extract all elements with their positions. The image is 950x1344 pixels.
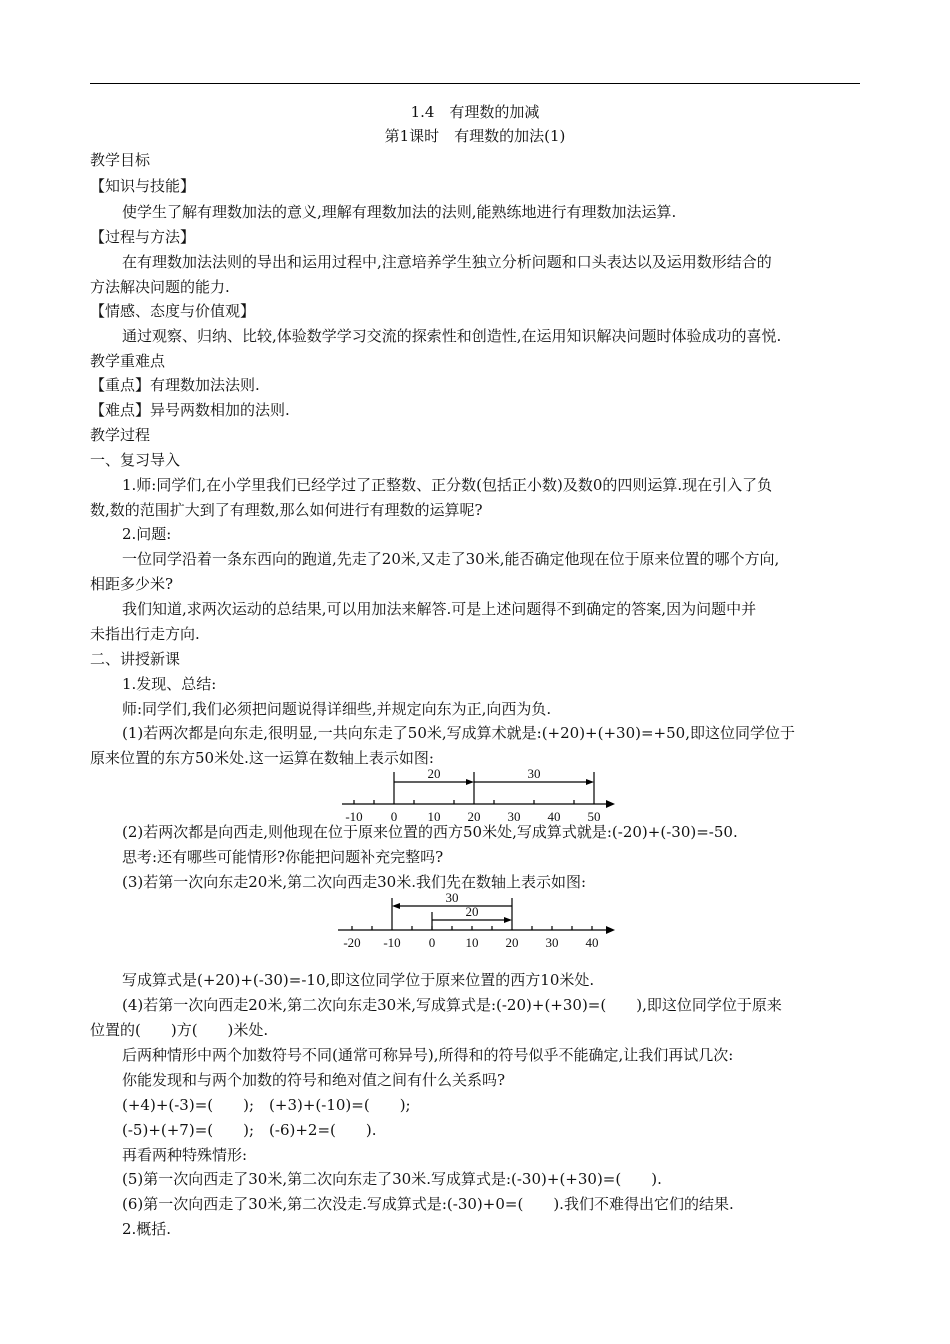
paragraph-line: 后两种情形中两个加数符号不同(通常可称异号),所得和的符号似乎不能确定,让我们再试几次:	[122, 1046, 734, 1064]
paragraph-line: 未指出行走方向.	[90, 625, 200, 643]
tick-label: -10	[383, 935, 401, 950]
paragraph-line: 原来位置的东方50米处.这一运算在数轴上表示如图:	[90, 749, 434, 767]
number-line-figure-1	[330, 764, 620, 824]
arrow-label: 30	[527, 766, 541, 781]
paragraph-line: (2)若两次都是向西走,则他现在位于原来位置的西方50米处,写成算式就是:(-20)+(-30)=-50.	[122, 823, 738, 841]
section-heading: 教学重难点	[90, 352, 166, 370]
paragraph-line: 1.师:同学们,在小学里我们已经学过了正整数、正分数(包括正小数)及数0的四则运算.现在引入了负	[122, 476, 773, 494]
arrow-head	[586, 779, 594, 785]
number-line-figure-2	[330, 890, 620, 950]
paragraph-line: 通过观察、归纳、比较,体验数学学习交流的探索性和创造性,在运用知识解决问题时体验成功的喜悦.	[122, 327, 782, 345]
paragraph-line: 我们知道,求两次运动的总结果,可以用加法来解答.可是上述问题得不到确定的答案,因为问题中并	[122, 600, 757, 618]
tick-label: 10	[427, 809, 441, 824]
arrow-label: 30	[445, 890, 459, 905]
paragraph-line: 写成算式是(+20)+(-30)=-10,即这位同学位于原来位置的西方10米处.	[122, 971, 595, 989]
arrow-head	[392, 903, 400, 909]
doc-subtitle: 第1课时 有理数的加法(1)	[384, 127, 566, 145]
exercise-line: (+4)+(-3)=( ); (+3)+(-10)=( );	[122, 1096, 411, 1114]
tick-label: 30	[507, 809, 521, 824]
tick-label: 40	[585, 935, 599, 950]
paragraph-line: 1.发现、总结:	[122, 675, 217, 693]
arrow-label: 20	[465, 904, 479, 919]
sub-heading: 【过程与方法】	[90, 228, 196, 246]
arrow-label: 20	[427, 766, 441, 781]
paragraph-line: (1)若两次都是向东走,很明显,一共向东走了50米,写成算术就是:(+20)+(+30)=+50,即这位同学位于	[122, 724, 795, 742]
paragraph-line: 位置的( )方( )米处.	[90, 1021, 269, 1039]
paragraph-line: (5)第一次向西走了30米,第二次向东走了30米.写成算式是:(-30)+(+30)=( ).	[122, 1170, 662, 1188]
exercise-line: (-5)+(+7)=( ); (-6)+2=( ).	[122, 1121, 377, 1139]
section-heading: 教学目标	[90, 151, 151, 169]
tick-label: 10	[465, 935, 479, 950]
paragraph-line: 2.问题:	[122, 525, 172, 543]
tick-label: 0	[428, 935, 436, 950]
key-point: 【重点】有理数加法法则.	[90, 376, 260, 394]
arrow-head	[466, 779, 474, 785]
tick-label: 40	[547, 809, 561, 824]
arrow-head	[504, 917, 512, 923]
tick-label: -20	[343, 935, 361, 950]
section-heading: 教学过程	[90, 426, 151, 444]
tick-label: 30	[545, 935, 559, 950]
paragraph-line: 你能发现和与两个加数的符号和绝对值之间有什么关系吗?	[122, 1071, 506, 1089]
part-heading: 一、复习导入	[90, 451, 181, 469]
paragraph-line: 相距多少米?	[90, 575, 174, 593]
part-heading: 二、讲授新课	[90, 650, 181, 668]
tick-label: 20	[467, 809, 481, 824]
sub-heading: 【知识与技能】	[90, 177, 196, 195]
paragraph-line: (4)若第一次向西走20米,第二次向东走30米,写成算式是:(-20)+(+30)=( ),即这位同学位于原来	[122, 996, 782, 1014]
tick-label: 50	[587, 809, 601, 824]
tick-label: 20	[505, 935, 519, 950]
paragraph-line: 师:同学们,我们必须把问题说得详细些,并规定向东为正,向西为负.	[122, 700, 552, 718]
paragraph-line: 一位同学沿着一条东西向的跑道,先走了20米,又走了30米,能否确定他现在位于原来位置的哪个方向,	[122, 550, 780, 568]
paragraph-line: 数,数的范围扩大到了有理数,那么如何进行有理数的运算呢?	[90, 501, 483, 519]
difficult-point: 【难点】异号两数相加的法则.	[90, 401, 290, 419]
doc-title: 1.4 有理数的加减	[410, 103, 540, 121]
axis-arrowhead	[606, 800, 615, 808]
paragraph-line: 2.概括.	[122, 1220, 172, 1238]
paragraph-line: (6)第一次向西走了30米,第二次没走.写成算式是:(-30)+0=( ).我们不难得出它们的结果.	[122, 1195, 734, 1213]
axis-arrowhead	[606, 926, 615, 934]
tick-label: -10	[345, 809, 363, 824]
tick-label: 0	[390, 809, 398, 824]
paragraph-line: 再看两种特殊情形:	[122, 1146, 248, 1164]
paragraph-line: (3)若第一次向东走20米,第二次向西走30米.我们先在数轴上表示如图:	[122, 873, 587, 891]
paragraph-line: 方法解决问题的能力.	[90, 278, 230, 296]
paragraph-line: 使学生了解有理数加法的意义,理解有理数加法的法则,能熟练地进行有理数加法运算.	[122, 203, 677, 221]
sub-heading: 【情感、态度与价值观】	[90, 302, 256, 320]
paragraph-line: 思考:还有哪些可能情形?你能把问题补充完整吗?	[122, 848, 444, 866]
header-rule	[90, 83, 860, 84]
paragraph-line: 在有理数加法法则的导出和运用过程中,注意培养学生独立分析问题和口头表达以及运用数形结合的	[122, 253, 772, 271]
